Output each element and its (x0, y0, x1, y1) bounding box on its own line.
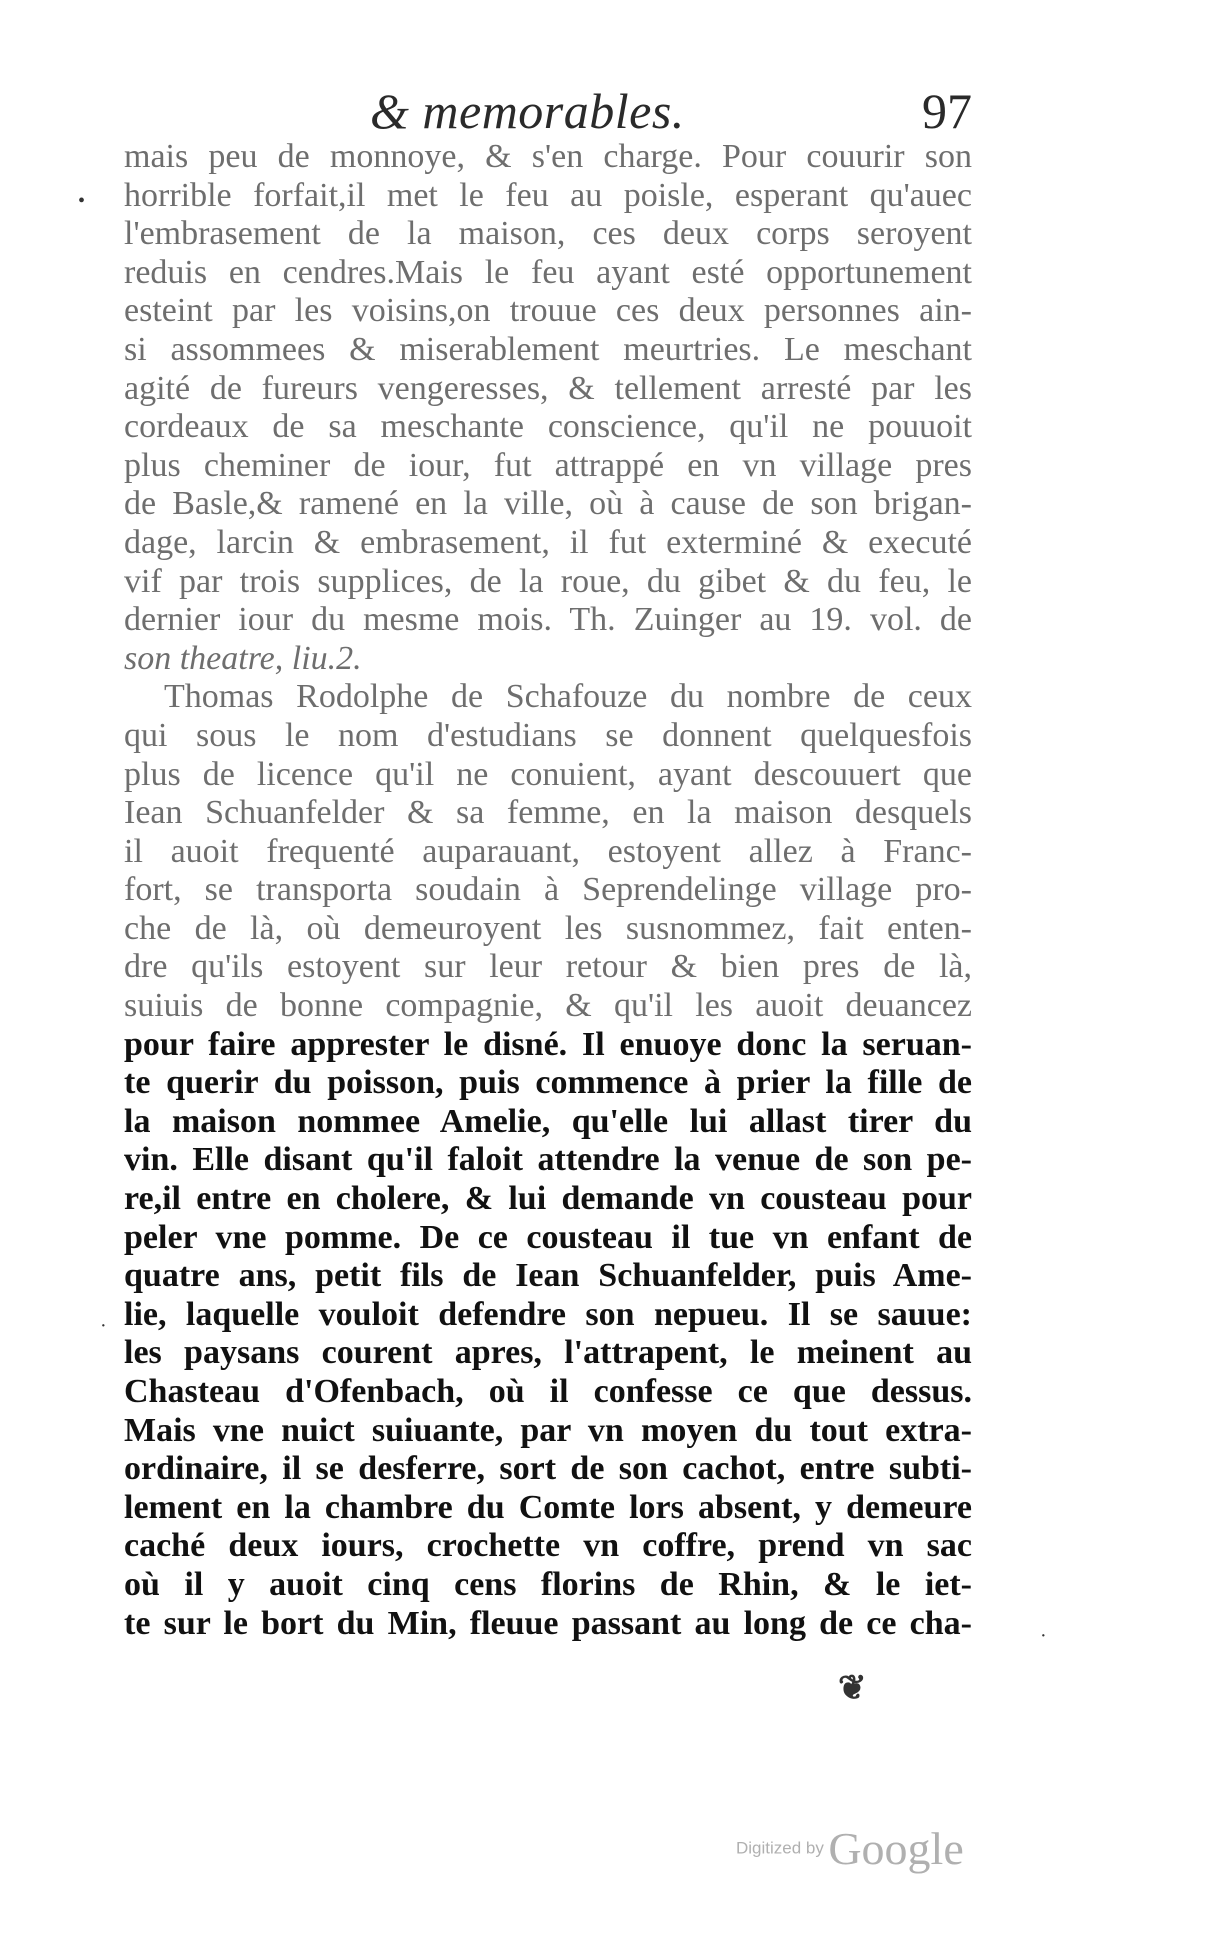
text-line: il auoit frequenté auparauant, estoyent allez à Franc- (124, 832, 972, 870)
page-number: 97 (922, 83, 972, 139)
text-line: Iean Schuanfelder & sa femme, en la maison desquels (124, 794, 972, 832)
paragraph-1 (124, 138, 972, 678)
google-wordmark: Google (828, 1823, 964, 1874)
scan-speck: · (1040, 1625, 1047, 1647)
page-header (124, 82, 972, 142)
text-line: quatre ans, petit fils de Iean Schuanfelder, puis Ame- (124, 1257, 972, 1295)
text-line: l'embrasement de la maison, ces deux corps seroyent (124, 215, 972, 253)
text-line: qui sous le nom d'estudians se donnent quelquesfois (124, 716, 972, 754)
text-line: horrible forfait,il met le feu au poisle, esperant qu'auec (124, 176, 972, 214)
text-line: suiuis de bonne compagnie, & qu'il les auoit deuancez (124, 987, 972, 1025)
digitized-prefix: Digitized by (736, 1838, 824, 1858)
text-line: reduis en cendres.Mais le feu ayant esté opportunement (124, 253, 972, 291)
text-line: vin. Elle disant qu'il faloit attendre la venue de son pe- (124, 1141, 972, 1179)
text-line: pour faire apprester le disné. Il enuoye donc la seruan- (124, 1025, 972, 1063)
text-line: Mais vne nuict suiuante, par vn moyen du tout extra- (124, 1411, 972, 1449)
text-line: fort, se transporta soudain à Seprendelinge village pro- (124, 871, 972, 909)
text-line: re,il entre en cholere, & lui demande vn cousteau pour (124, 1180, 972, 1218)
paragraph-2 (124, 678, 972, 1643)
text-line: ordinaire, il se desferre, sort de son cachot, entre subti- (124, 1450, 972, 1488)
text-line: caché deux iours, crochette vn coffre, prend vn sac (124, 1527, 972, 1565)
text-line: cordeaux de sa meschante conscience, qu'il ne pouuoit (124, 408, 972, 446)
text-line: de Basle,& ramené en la ville, où à cause de son brigan- (124, 485, 972, 523)
text-line: la maison nommee Amelie, qu'elle lui allast tirer du (124, 1102, 972, 1140)
scan-speck: • (78, 190, 86, 212)
text-line: te querir du poisson, puis commence à prier la fille de (124, 1064, 972, 1102)
text-line: lie, laquelle vouloit defendre son nepueu. Il se sauue: (124, 1295, 972, 1333)
text-line: agité de fureurs vengeresses, & tellement arresté par les (124, 369, 972, 407)
text-line: les paysans courent apres, l'attrapent, le meinent au (124, 1334, 972, 1372)
text-line: esteint par les voisins,on trouue ces deux personnes ain- (124, 292, 972, 330)
citation-line: son theatre, liu.2. (124, 639, 362, 677)
body-text (124, 138, 972, 1643)
text-line: où il y auoit cinq cens florins de Rhin, & le iet- (124, 1565, 972, 1603)
text-line: vif par trois supplices, de la roue, du gibet & du feu, le (124, 562, 972, 600)
scan-speck: ❦ (838, 1670, 867, 1707)
text-line: dage, larcin & embrasement, il fut exterminé & executé (124, 523, 972, 561)
text-line: plus cheminer de iour, fut attrappé en vn village pres (124, 446, 972, 484)
running-title: & memorables. (370, 83, 685, 139)
text-line: peler vne pomme. De ce cousteau il tue vn enfant de (124, 1218, 972, 1256)
text-line: dernier iour du mesme mois. Th. Zuinger au 19. vol. de (124, 601, 972, 639)
text-line: Thomas Rodolphe de Schafouze du nombre de ceux (164, 678, 972, 716)
text-line: dre qu'ils estoyent sur leur retour & bien pres de là, (124, 948, 972, 986)
text-line: te sur le bort du Min, fleuue passant au long de ce cha- (124, 1604, 972, 1642)
text-line: si assommees & miserablement meurtries. Le meschant (124, 330, 972, 368)
text-line: mais peu de monnoye, & s'en charge. Pour couurir son (124, 138, 972, 175)
text-line: che de là, où demeuroyent les susnommez, fait enten- (124, 909, 972, 947)
text-line: plus de licence qu'il ne conuient, ayant descouuert que (124, 755, 972, 793)
digitized-watermark (736, 1822, 964, 1875)
text-line: lement en la chambre du Comte lors absent, y demeure (124, 1488, 972, 1526)
scan-speck: · (100, 1315, 107, 1337)
text-line: Chasteau d'Ofenbach, où il confesse ce que dessus. (124, 1373, 972, 1410)
